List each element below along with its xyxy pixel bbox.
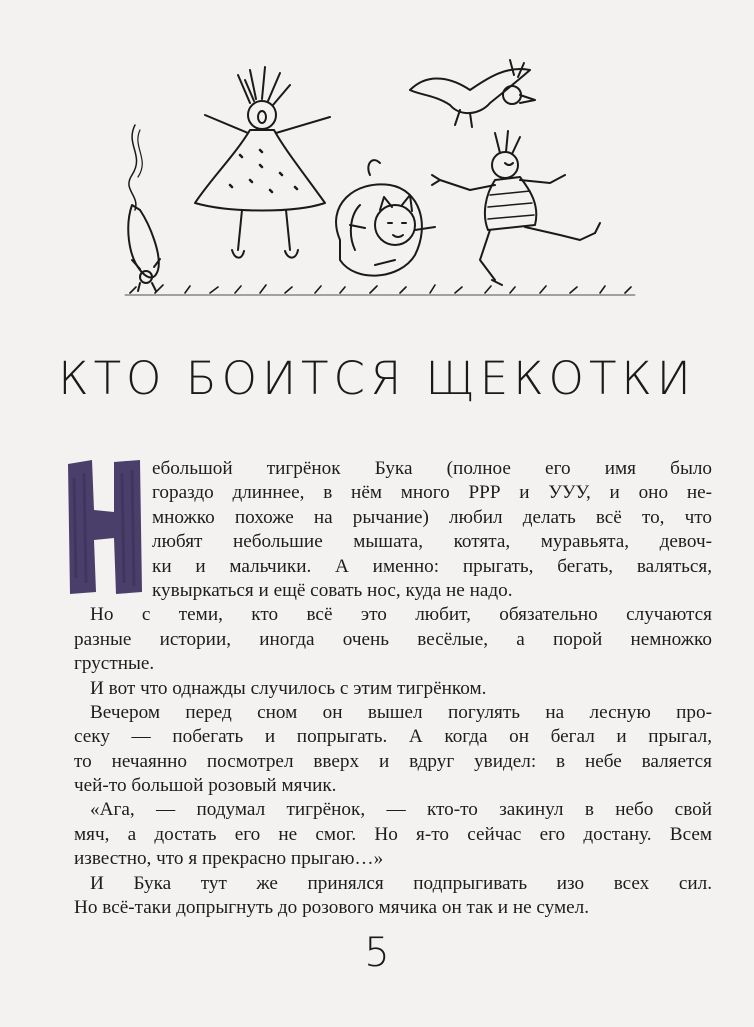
text-line: множко похоже на рычание) любил делать всё то, что (152, 506, 712, 528)
text-line: чей-то большой розовый мячик. (74, 775, 337, 797)
text-line: ки и мальчики. А именно: прыгать, бегать, валяться, (152, 555, 712, 577)
text-line: грустные. (74, 653, 155, 675)
text-line: секу — побегать и попрыгать. А когда он бегал и прыгал, (74, 726, 712, 748)
body-text (74, 457, 712, 920)
children-drawing-illustration (110, 55, 640, 300)
text-line: мяч, а достать его не смог. Но я-то сейчас его достану. Всем (74, 823, 712, 845)
text-line: известно, что я прекрасно прыгаю…» (74, 848, 384, 870)
text-line: Вечером перед сном он вышел погулять на лесную про- (90, 701, 712, 723)
text-line: то нечаянно посмотрел вверх и вдруг увидел: в небе валяется (74, 750, 712, 772)
text-line: И Бука тут же принялся подпрыгивать изо всех сил. (90, 872, 712, 894)
page-number: 5 (364, 930, 390, 976)
text-line: кувыркаться и ещё совать нос, куда не надо. (152, 579, 513, 601)
chapter-title: КТО БОИТСЯ ЩЕКОТКИ (58, 352, 696, 405)
text-line: Но всё-таки допрыгнуть до розового мячика он так и не сумел. (74, 897, 590, 919)
text-line: гораздо длиннее, в нём много РРР и УУУ, и оно не- (152, 482, 712, 504)
text-line: «Ага, — подумал тигрёнок, — кто-то закинул в небо свой (90, 799, 712, 821)
text-line: разные истории, иногда очень весёлые, а порой немножко (74, 628, 712, 650)
text-line: Но с теми, кто всё это любит, обязательно случаются (90, 604, 712, 626)
text-line: любят небольшие мышата, котята, муравьята, девоч- (152, 531, 712, 553)
text-line: И вот что однажды случилось с этим тигрёнком. (90, 677, 487, 699)
text-line: ебольшой тигрёнок Бука (полное его имя было (152, 458, 712, 479)
